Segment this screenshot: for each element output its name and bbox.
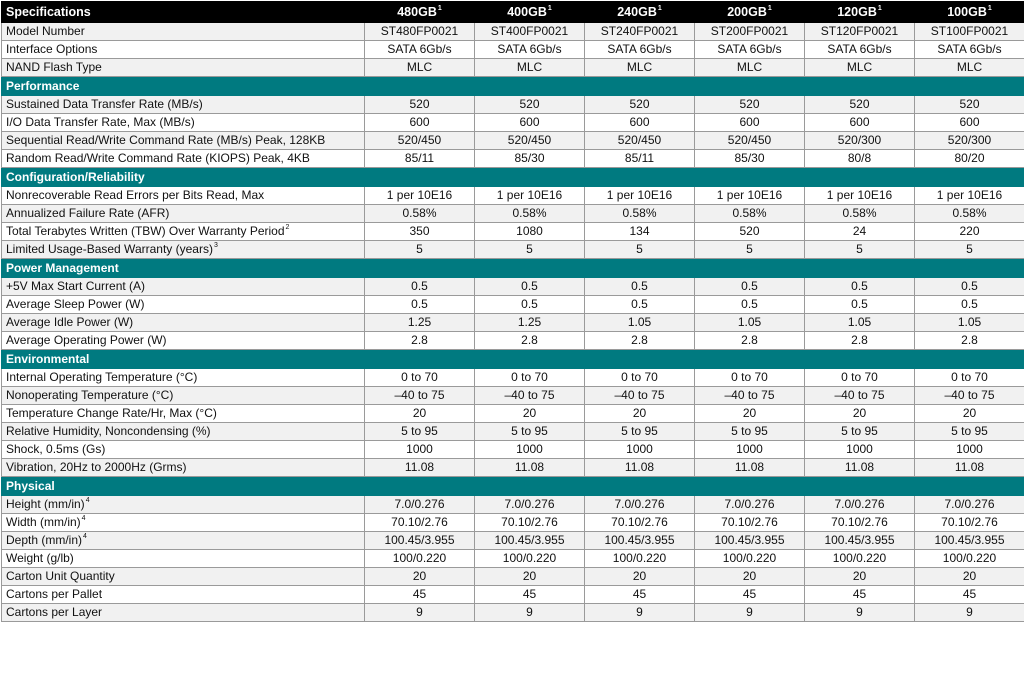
value-cell: 85/11 (365, 150, 475, 168)
row-label-cell (2, 369, 365, 387)
value-cell: 1.25 (365, 314, 475, 332)
value-cell: –40 to 75 (695, 387, 805, 405)
value-cell: 2.8 (475, 332, 585, 350)
value-cell: 7.0/0.276 (585, 496, 695, 514)
value-cell: 520/300 (805, 132, 915, 150)
value-cell: 80/8 (805, 150, 915, 168)
footnote-marker: 2 (286, 224, 290, 231)
value-cell: 20 (915, 568, 1024, 586)
value-cell: 520 (585, 96, 695, 114)
value-cell: 11.08 (915, 459, 1024, 477)
value-cell: 45 (805, 586, 915, 604)
value-cell: 9 (805, 604, 915, 622)
row-label-cell (2, 496, 365, 514)
value-cell: 20 (365, 568, 475, 586)
table-row (2, 314, 1024, 332)
row-label: +5V Max Start Current (A) (6, 279, 145, 293)
row-label: Depth (mm/in) (6, 533, 82, 547)
table-row (2, 369, 1024, 387)
value-cell: 0.58% (475, 205, 585, 223)
value-cell: 5 (805, 241, 915, 259)
value-cell: 5 to 95 (365, 423, 475, 441)
row-label-cell (2, 405, 365, 423)
value-cell: 1 per 10E16 (915, 187, 1024, 205)
value-cell: 5 to 95 (695, 423, 805, 441)
value-cell: 20 (695, 405, 805, 423)
row-label: Limited Usage-Based Warranty (years) (6, 242, 213, 256)
value-cell: 11.08 (585, 459, 695, 477)
value-cell: 0.5 (585, 296, 695, 314)
row-label: Cartons per Pallet (6, 587, 102, 601)
column-header (365, 2, 475, 23)
value-cell: 0.5 (805, 296, 915, 314)
value-cell: ST120FP0021 (805, 23, 915, 41)
table-row (2, 332, 1024, 350)
value-cell: 520 (915, 96, 1024, 114)
row-label: Relative Humidity, Noncondensing (%) (6, 424, 211, 438)
value-cell: 2.8 (365, 332, 475, 350)
value-cell: 134 (585, 223, 695, 241)
value-cell: 70.10/2.76 (805, 514, 915, 532)
row-label: Temperature Change Rate/Hr, Max (°C) (6, 406, 217, 420)
value-cell: 100/0.220 (365, 550, 475, 568)
value-cell: 7.0/0.276 (695, 496, 805, 514)
value-cell: 45 (915, 586, 1024, 604)
value-cell: 11.08 (475, 459, 585, 477)
value-cell: 1.05 (915, 314, 1024, 332)
value-cell: 20 (585, 405, 695, 423)
value-cell: 45 (585, 586, 695, 604)
value-cell: 520/450 (365, 132, 475, 150)
value-cell: SATA 6Gb/s (805, 41, 915, 59)
row-label: Width (mm/in) (6, 515, 81, 529)
row-label: Model Number (6, 24, 85, 38)
value-cell: 7.0/0.276 (805, 496, 915, 514)
row-label-cell (2, 586, 365, 604)
value-cell: 0 to 70 (585, 369, 695, 387)
value-cell: ST240FP0021 (585, 23, 695, 41)
value-cell: 1.05 (695, 314, 805, 332)
table-row (2, 241, 1024, 259)
value-cell: MLC (365, 59, 475, 77)
value-cell: 600 (695, 114, 805, 132)
value-cell: 100.45/3.955 (915, 532, 1024, 550)
value-cell: 20 (695, 568, 805, 586)
table-body (2, 23, 1024, 622)
row-label: Nonrecoverable Read Errors per Bits Read, Max (6, 188, 264, 202)
value-cell: 11.08 (695, 459, 805, 477)
value-cell: 9 (475, 604, 585, 622)
value-cell: 0.5 (915, 278, 1024, 296)
row-label-cell (2, 223, 365, 241)
row-label-cell (2, 150, 365, 168)
row-label-cell (2, 514, 365, 532)
row-label: Average Operating Power (W) (6, 333, 167, 347)
value-cell: 100.45/3.955 (805, 532, 915, 550)
row-label: Sequential Read/Write Command Rate (MB/s) Peak, 128KB (6, 133, 325, 147)
value-cell: 2.8 (805, 332, 915, 350)
table-row (2, 41, 1024, 59)
value-cell: ST100FP0021 (915, 23, 1024, 41)
row-label: Carton Unit Quantity (6, 569, 115, 583)
column-header (695, 2, 805, 23)
value-cell: 0.5 (475, 296, 585, 314)
section-title: Configuration/Reliability (2, 168, 1024, 187)
value-cell: 9 (365, 604, 475, 622)
value-cell: 70.10/2.76 (585, 514, 695, 532)
value-cell: 1 per 10E16 (585, 187, 695, 205)
value-cell: 0.5 (365, 278, 475, 296)
value-cell: 45 (695, 586, 805, 604)
footnote-marker: 1 (768, 5, 772, 12)
value-cell: 100.45/3.955 (475, 532, 585, 550)
value-cell: 70.10/2.76 (475, 514, 585, 532)
column-label: 240GB (617, 5, 657, 19)
row-label-cell (2, 278, 365, 296)
section-title: Performance (2, 77, 1024, 96)
column-header (915, 2, 1024, 23)
specifications-table (1, 1, 1024, 622)
table-row (2, 96, 1024, 114)
value-cell: 70.10/2.76 (915, 514, 1024, 532)
row-label: Total Terabytes Written (TBW) Over Warranty Period (6, 224, 285, 238)
value-cell: –40 to 75 (475, 387, 585, 405)
row-label: Nonoperating Temperature (°C) (6, 388, 173, 402)
value-cell: 600 (475, 114, 585, 132)
value-cell: MLC (585, 59, 695, 77)
value-cell: 0.58% (805, 205, 915, 223)
column-label: 200GB (727, 5, 767, 19)
row-label: Internal Operating Temperature (°C) (6, 370, 197, 384)
table-row (2, 296, 1024, 314)
row-label: Interface Options (6, 42, 97, 56)
value-cell: 1000 (915, 441, 1024, 459)
value-cell: 9 (585, 604, 695, 622)
value-cell: –40 to 75 (915, 387, 1024, 405)
value-cell: 600 (585, 114, 695, 132)
value-cell: –40 to 75 (365, 387, 475, 405)
value-cell: 2.8 (585, 332, 695, 350)
value-cell: 520 (695, 96, 805, 114)
table-row (2, 532, 1024, 550)
value-cell: 5 (365, 241, 475, 259)
value-cell: 1.25 (475, 314, 585, 332)
column-label: 100GB (947, 5, 987, 19)
section-header-row (2, 77, 1024, 96)
section-title: Power Management (2, 259, 1024, 278)
row-label-cell (2, 568, 365, 586)
table-row (2, 441, 1024, 459)
column-label: 120GB (837, 5, 877, 19)
header-row (2, 2, 1024, 23)
row-label-cell (2, 532, 365, 550)
table-row (2, 132, 1024, 150)
table-row (2, 23, 1024, 41)
value-cell: 1000 (365, 441, 475, 459)
value-cell: 520/450 (695, 132, 805, 150)
table-row (2, 187, 1024, 205)
value-cell: 100/0.220 (585, 550, 695, 568)
value-cell: 0.58% (915, 205, 1024, 223)
value-cell: 0.5 (915, 296, 1024, 314)
row-label: NAND Flash Type (6, 60, 102, 74)
value-cell: 0 to 70 (475, 369, 585, 387)
value-cell: MLC (695, 59, 805, 77)
column-label: 400GB (507, 5, 547, 19)
value-cell: 100.45/3.955 (365, 532, 475, 550)
value-cell: 1080 (475, 223, 585, 241)
value-cell: 85/30 (695, 150, 805, 168)
table-row (2, 423, 1024, 441)
footnote-marker: 1 (548, 5, 552, 12)
row-label: Weight (g/lb) (6, 551, 74, 565)
row-label-cell (2, 459, 365, 477)
value-cell: 600 (365, 114, 475, 132)
value-cell: 9 (695, 604, 805, 622)
row-label-cell (2, 296, 365, 314)
value-cell: 0 to 70 (915, 369, 1024, 387)
value-cell: 0.58% (695, 205, 805, 223)
value-cell: 0 to 70 (365, 369, 475, 387)
value-cell: 0.5 (695, 278, 805, 296)
value-cell: 600 (915, 114, 1024, 132)
value-cell: 7.0/0.276 (475, 496, 585, 514)
value-cell: 2.8 (695, 332, 805, 350)
value-cell: 1 per 10E16 (805, 187, 915, 205)
row-label-cell (2, 114, 365, 132)
row-label-cell (2, 187, 365, 205)
table-row (2, 550, 1024, 568)
value-cell: 5 (475, 241, 585, 259)
value-cell: 350 (365, 223, 475, 241)
column-header (585, 2, 695, 23)
value-cell: SATA 6Gb/s (585, 41, 695, 59)
row-label: Vibration, 20Hz to 2000Hz (Grms) (6, 460, 187, 474)
value-cell: SATA 6Gb/s (365, 41, 475, 59)
value-cell: 0 to 70 (805, 369, 915, 387)
value-cell: 7.0/0.276 (365, 496, 475, 514)
value-cell: 1.05 (805, 314, 915, 332)
value-cell: 85/11 (585, 150, 695, 168)
table-row (2, 223, 1024, 241)
footnote-marker: 4 (86, 497, 90, 504)
value-cell: 20 (805, 568, 915, 586)
table-row (2, 278, 1024, 296)
row-label-cell (2, 332, 365, 350)
value-cell: 520 (365, 96, 475, 114)
value-cell: 100/0.220 (805, 550, 915, 568)
footnote-marker: 4 (83, 533, 87, 540)
value-cell: 0.5 (805, 278, 915, 296)
column-label: 480GB (397, 5, 437, 19)
table-row (2, 59, 1024, 77)
value-cell: 5 (695, 241, 805, 259)
value-cell: 100/0.220 (475, 550, 585, 568)
table-row (2, 514, 1024, 532)
row-label-cell (2, 205, 365, 223)
row-label: I/O Data Transfer Rate, Max (MB/s) (6, 115, 195, 129)
value-cell: 9 (915, 604, 1024, 622)
footnote-marker: 1 (658, 5, 662, 12)
column-header (805, 2, 915, 23)
value-cell: 45 (475, 586, 585, 604)
row-label-cell (2, 23, 365, 41)
value-cell: 520/300 (915, 132, 1024, 150)
value-cell: 520 (475, 96, 585, 114)
value-cell: SATA 6Gb/s (915, 41, 1024, 59)
value-cell: –40 to 75 (805, 387, 915, 405)
row-label: Average Sleep Power (W) (6, 297, 145, 311)
value-cell: 100.45/3.955 (585, 532, 695, 550)
column-header (475, 2, 585, 23)
table-row (2, 586, 1024, 604)
value-cell: 600 (805, 114, 915, 132)
row-label: Annualized Failure Rate (AFR) (6, 206, 169, 220)
value-cell: 5 to 95 (475, 423, 585, 441)
value-cell: 0.5 (695, 296, 805, 314)
row-label: Shock, 0.5ms (Gs) (6, 442, 105, 456)
table-row (2, 405, 1024, 423)
table-row (2, 387, 1024, 405)
value-cell: SATA 6Gb/s (475, 41, 585, 59)
value-cell: 11.08 (365, 459, 475, 477)
value-cell: –40 to 75 (585, 387, 695, 405)
value-cell: 520 (805, 96, 915, 114)
value-cell: ST480FP0021 (365, 23, 475, 41)
value-cell: MLC (475, 59, 585, 77)
value-cell: 1000 (805, 441, 915, 459)
value-cell: 520/450 (585, 132, 695, 150)
value-cell: 520 (695, 223, 805, 241)
value-cell: 1 per 10E16 (475, 187, 585, 205)
value-cell: 0.5 (585, 278, 695, 296)
value-cell: 2.8 (915, 332, 1024, 350)
row-label-cell (2, 604, 365, 622)
value-cell: 520/450 (475, 132, 585, 150)
table-row (2, 114, 1024, 132)
row-label-cell (2, 441, 365, 459)
value-cell: 85/30 (475, 150, 585, 168)
value-cell: 0.5 (475, 278, 585, 296)
table-row (2, 459, 1024, 477)
value-cell: 20 (805, 405, 915, 423)
value-cell: MLC (805, 59, 915, 77)
value-cell: 1.05 (585, 314, 695, 332)
value-cell: 20 (365, 405, 475, 423)
row-label-cell (2, 59, 365, 77)
section-title: Physical (2, 477, 1024, 496)
row-label-cell (2, 550, 365, 568)
value-cell: SATA 6Gb/s (695, 41, 805, 59)
row-label-cell (2, 241, 365, 259)
value-cell: 20 (915, 405, 1024, 423)
section-title: Environmental (2, 350, 1024, 369)
value-cell: 80/20 (915, 150, 1024, 168)
footnote-marker: 1 (438, 5, 442, 12)
value-cell: 0 to 70 (695, 369, 805, 387)
value-cell: MLC (915, 59, 1024, 77)
header-title: Specifications (2, 2, 365, 23)
row-label: Random Read/Write Command Rate (KIOPS) Peak, 4KB (6, 151, 310, 165)
value-cell: 20 (475, 568, 585, 586)
value-cell: 5 to 95 (915, 423, 1024, 441)
value-cell: ST400FP0021 (475, 23, 585, 41)
value-cell: 1 per 10E16 (365, 187, 475, 205)
value-cell: 0.58% (365, 205, 475, 223)
row-label-cell (2, 387, 365, 405)
section-header-row (2, 350, 1024, 369)
row-label-cell (2, 96, 365, 114)
table-row (2, 604, 1024, 622)
value-cell: 220 (915, 223, 1024, 241)
footnote-marker: 1 (878, 5, 882, 12)
value-cell: 20 (475, 405, 585, 423)
value-cell: 100/0.220 (915, 550, 1024, 568)
value-cell: 1 per 10E16 (695, 187, 805, 205)
value-cell: 0.5 (365, 296, 475, 314)
table-row (2, 496, 1024, 514)
value-cell: 11.08 (805, 459, 915, 477)
value-cell: 1000 (475, 441, 585, 459)
value-cell: 1000 (585, 441, 695, 459)
section-header-row (2, 168, 1024, 187)
value-cell: 20 (585, 568, 695, 586)
row-label: Average Idle Power (W) (6, 315, 133, 329)
value-cell: 5 (915, 241, 1024, 259)
value-cell: 70.10/2.76 (695, 514, 805, 532)
table-row (2, 568, 1024, 586)
row-label: Sustained Data Transfer Rate (MB/s) (6, 97, 203, 111)
section-header-row (2, 259, 1024, 278)
value-cell: 45 (365, 586, 475, 604)
value-cell: 100/0.220 (695, 550, 805, 568)
footnote-marker: 3 (214, 242, 218, 249)
value-cell: 70.10/2.76 (365, 514, 475, 532)
footnote-marker: 4 (82, 515, 86, 522)
value-cell: 24 (805, 223, 915, 241)
row-label-cell (2, 314, 365, 332)
value-cell: 1000 (695, 441, 805, 459)
row-label: Height (mm/in) (6, 497, 85, 511)
value-cell: 5 to 95 (585, 423, 695, 441)
value-cell: 5 (585, 241, 695, 259)
footnote-marker: 1 (988, 5, 992, 12)
table-row (2, 205, 1024, 223)
row-label-cell (2, 41, 365, 59)
value-cell: ST200FP0021 (695, 23, 805, 41)
table-row (2, 150, 1024, 168)
section-header-row (2, 477, 1024, 496)
row-label: Cartons per Layer (6, 605, 102, 619)
value-cell: 100.45/3.955 (695, 532, 805, 550)
row-label-cell (2, 423, 365, 441)
value-cell: 0.58% (585, 205, 695, 223)
value-cell: 7.0/0.276 (915, 496, 1024, 514)
row-label-cell (2, 132, 365, 150)
value-cell: 5 to 95 (805, 423, 915, 441)
